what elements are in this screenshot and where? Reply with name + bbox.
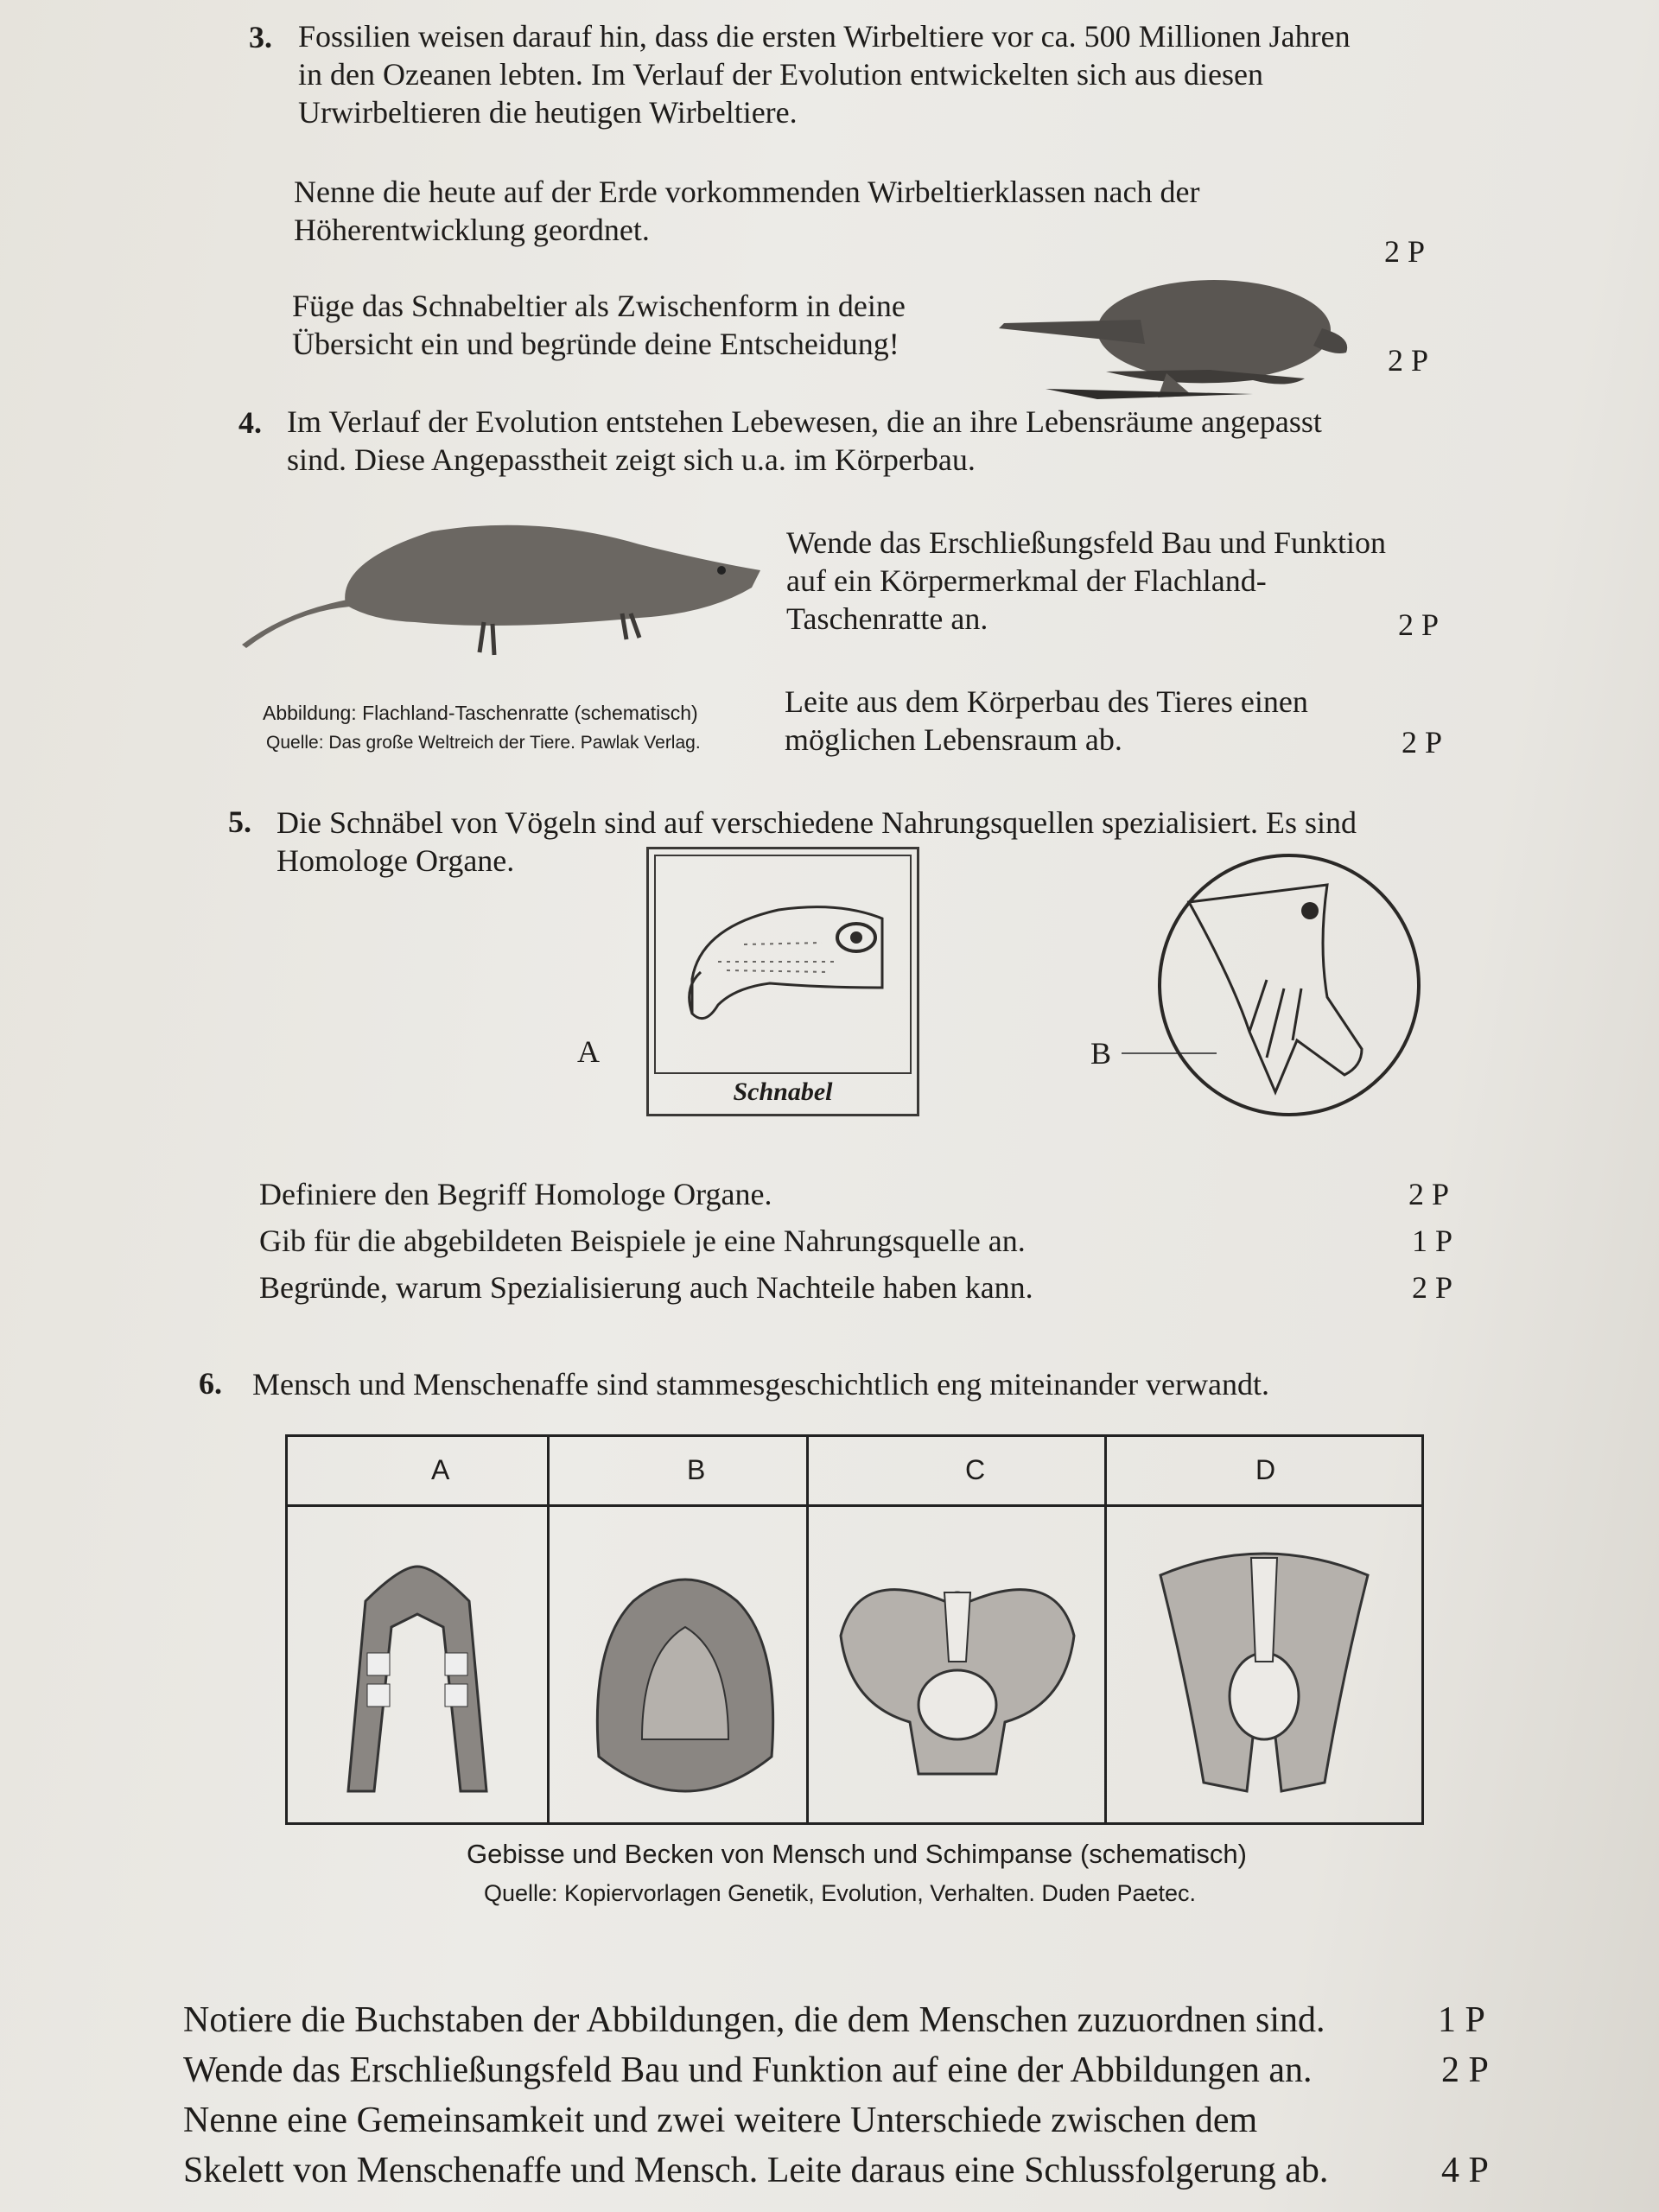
q5-intro-line: Homologe Organe. [276,843,515,878]
q4-task1 [786,524,1386,638]
q3-task1-points: 2 P [1384,234,1426,269]
q4-caption: Abbildung: Flachland-Taschenratte (schematisch) [263,702,698,724]
q4-task2-line: möglichen Lebensraum ab. [785,722,1122,757]
eagle-head-illustration [666,875,899,1039]
q6-task-points: 4 P [1441,2151,1489,2190]
q4-intro-line: sind. Diese Angepasstheit zeigt sich u.a. im Körperbau. [287,442,976,477]
table-header-row [288,1437,1421,1507]
table-column-divider [1104,1437,1107,1822]
beak-box-label: Schnabel [733,1077,833,1106]
q6-task-text: Skelett von Menschenaffe und Mensch. Leite daraus eine Schlussfolgerung ab. [183,2151,1329,2190]
q4-number: 4. [238,405,262,440]
q4-task1-points: 2 P [1398,607,1440,642]
beak-box-a [646,847,919,1116]
q6-source: Quelle: Kopiervorlagen Genetik, Evolution, Verhalten. Duden Paetec. [484,1880,1197,1906]
q3-number: 3. [249,20,272,54]
q5-intro-line: Die Schnäbel von Vögeln sind auf verschiedene Nahrungsquellen spezialisiert. Es sind [276,805,1357,840]
q3-intro-line: Fossilien weisen darauf hin, dass die ersten Wirbeltiere vor ca. 500 Millionen Jahren [298,19,1351,54]
q4-task2-points: 2 P [1402,725,1443,760]
q3-intro-line: Urwirbeltieren die heutigen Wirbeltiere. [298,95,798,130]
q3-task2-line: Füge das Schnabeltier als Zwischenform in deine [292,289,906,323]
column-label-d: D [1255,1454,1276,1485]
q6-task [183,1996,1514,2046]
q6-task-text: Wende das Erschließungsfeld Bau und Funktion auf eine der Abbildungen an. [183,2050,1313,2090]
q6-task [183,2096,1514,2146]
q6-task [183,2146,1514,2196]
q4-source: Quelle: Das große Weltreich der Tiere. Pawlak Verlag. [266,733,701,753]
q4-task1-line: auf ein Körpermerkmal der Flachland- [786,563,1267,598]
q6-caption: Gebisse und Becken von Mensch und Schimpanse (schematisch) [467,1839,1247,1869]
skeleton-table [285,1434,1424,1825]
label-a: A [577,1034,600,1069]
label-b: B [1090,1036,1112,1071]
column-label-c: C [965,1454,986,1485]
column-label-b: B [687,1454,706,1485]
q4-intro-line: Im Verlauf der Evolution entstehen Lebewesen, die an ihre Lebensräume angepasst [287,404,1322,439]
q3-intro [298,17,1351,131]
q4-task1-line: Taschenratte an. [786,601,988,636]
q6-task-points: 2 P [1441,2050,1489,2090]
q3-task1 [294,173,1199,249]
q4-task2-line: Leite aus dem Körperbau des Tieres einen [785,684,1308,719]
q3-task2-line: Übersicht ein und begründe deine Entscheidung! [292,327,899,361]
q3-task1-line: Nenne die heute auf der Erde vorkommenden Wirbeltierklassen nach der [294,175,1200,209]
q6-task-text: Nenne eine Gemeinsamkeit und zwei weitere Unterschiede zwischen dem [183,2101,1258,2140]
q5-task-points: 2 P [1408,1177,1450,1211]
q3-intro-line: in den Ozeanen lebten. Im Verlauf der Evolution entwickelten sich aus diesen [298,57,1263,92]
pocket-gopher-illustration [242,510,760,665]
pelvis-d-illustration [1126,1523,1402,1817]
jaw-b-illustration [582,1532,789,1808]
column-label-a: A [431,1454,450,1485]
table-column-divider [806,1437,809,1822]
jaw-a-illustration [322,1532,512,1808]
q5-task-list [259,1175,1469,1315]
q6-task-points: 1 P [1438,2000,1485,2040]
q6-task [183,2046,1514,2096]
table-column-divider [547,1437,550,1822]
pelvis-c-illustration [823,1532,1091,1808]
q6-task-list [183,1996,1514,2196]
duck-beak-illustration [1154,850,1424,1120]
q5-task-points: 2 P [1412,1270,1453,1305]
q4-intro [287,403,1322,479]
q6-intro: Mensch und Menschenaffe sind stammesgeschichtlich eng miteinander verwandt. [252,1367,1269,1402]
q6-task-text: Notiere die Buchstaben der Abbildungen, die dem Menschen zuzuordnen sind. [183,2000,1325,2040]
q5-task [259,1222,1469,1268]
q4-task1-line: Wende das Erschließungsfeld Bau und Funktion [786,525,1386,560]
q4-task2 [785,683,1308,759]
q5-task-text: Definiere den Begriff Homologe Organe. [259,1177,772,1211]
platypus-illustration [994,259,1357,406]
q5-number: 5. [228,804,251,839]
q5-task-text: Begründe, warum Spezialisierung auch Nachteile haben kann. [259,1270,1033,1305]
q6-number: 6. [199,1366,222,1401]
q3-task2-points: 2 P [1388,343,1429,378]
q5-task [259,1175,1469,1222]
q3-task2 [292,287,906,363]
q3-task1-line: Höherentwicklung geordnet. [294,213,650,247]
q5-task-text: Gib für die abgebildeten Beispiele je eine Nahrungsquelle an. [259,1224,1026,1258]
q5-task-points: 1 P [1412,1224,1453,1258]
q5-task [259,1268,1469,1315]
